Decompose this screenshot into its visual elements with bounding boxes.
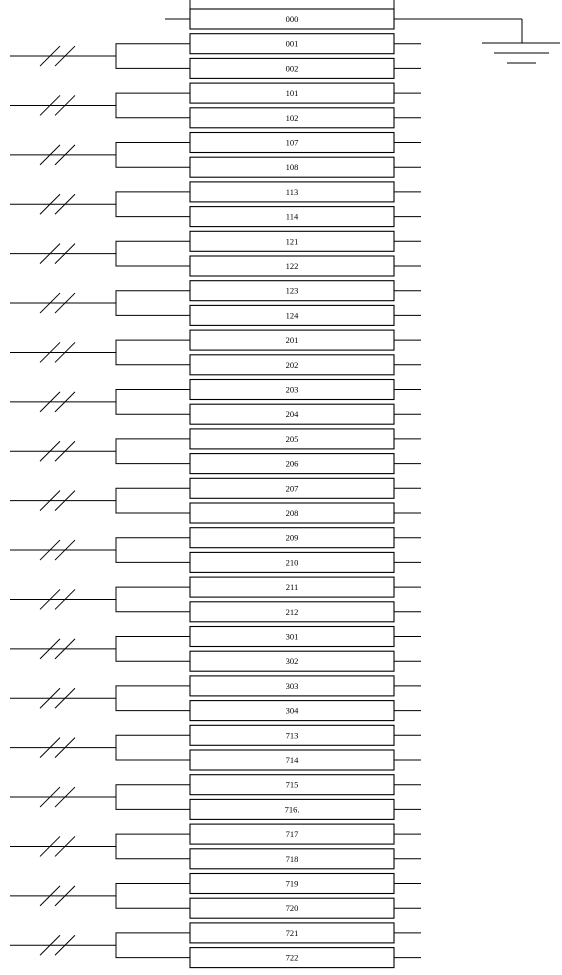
terminal-label: 302 xyxy=(285,656,299,667)
cable-pair xyxy=(10,390,190,415)
pair-bracket xyxy=(116,488,190,513)
terminal-102 xyxy=(190,108,394,128)
terminal-label: 714 xyxy=(285,755,299,765)
ground-symbol-icon xyxy=(482,19,560,63)
terminal-label: 113 xyxy=(285,186,299,197)
cable-pair xyxy=(10,834,190,859)
cable-pair xyxy=(10,439,190,464)
terminal-718 xyxy=(190,849,394,869)
terminal-label: 715 xyxy=(285,779,299,790)
pair-bracket xyxy=(116,587,190,612)
terminal-label: 206 xyxy=(285,458,299,469)
cable-pair xyxy=(10,143,190,168)
terminal-label: 202 xyxy=(285,359,299,370)
cable-pair xyxy=(10,488,190,513)
terminal-label: 303 xyxy=(285,680,299,691)
cable-pairs xyxy=(10,44,190,958)
cable-pair xyxy=(10,587,190,612)
terminal-label: 717 xyxy=(285,829,299,840)
terminal-722 xyxy=(190,948,394,968)
terminal-strip xyxy=(190,0,394,968)
terminal-124 xyxy=(190,305,394,325)
cable-pair xyxy=(10,884,190,909)
terminal-label: 204 xyxy=(285,409,299,420)
terminal-label: 208 xyxy=(285,508,299,518)
terminal-121 xyxy=(190,231,394,251)
terminal-719 xyxy=(190,874,394,894)
pair-bracket xyxy=(116,785,190,810)
terminal-715 xyxy=(190,775,394,795)
cable-pair xyxy=(10,637,190,662)
terminal-label: 721 xyxy=(285,927,299,938)
pair-bracket xyxy=(116,192,190,217)
terminal-label: 001 xyxy=(285,38,299,49)
terminal-122 xyxy=(190,256,394,276)
cable-pair xyxy=(10,735,190,760)
terminal-label: 720 xyxy=(285,903,299,914)
cable-pair xyxy=(10,340,190,365)
pair-bracket xyxy=(116,291,190,316)
terminal-123 xyxy=(190,281,394,301)
pair-bracket xyxy=(116,933,190,958)
terminal-301 xyxy=(190,627,394,647)
pair-bracket xyxy=(116,93,190,118)
terminal-label: 124 xyxy=(285,310,299,321)
terminal-720 xyxy=(190,898,394,918)
terminal-212 xyxy=(190,602,394,622)
terminal-label: 203 xyxy=(285,384,299,395)
terminal-label: 716. xyxy=(284,804,300,815)
terminal-107 xyxy=(190,133,394,153)
terminal-717 xyxy=(190,824,394,844)
pair-bracket xyxy=(116,44,190,69)
terminal-202 xyxy=(190,355,394,375)
terminal-203 xyxy=(190,380,394,400)
pair-bracket xyxy=(116,340,190,365)
terminal-label: 205 xyxy=(285,433,299,444)
terminal-201 xyxy=(190,330,394,350)
pair-bracket xyxy=(116,686,190,711)
cable-pair xyxy=(10,933,190,958)
terminal-label: 212 xyxy=(285,606,299,617)
pair-bracket xyxy=(116,439,190,464)
terminal-210 xyxy=(190,552,394,572)
terminal-label: 209 xyxy=(285,532,299,543)
terminal-label: 722 xyxy=(285,952,299,963)
terminal-114 xyxy=(190,207,394,227)
cable-pair xyxy=(10,686,190,711)
terminal-721 xyxy=(190,923,394,943)
terminal-108 xyxy=(190,157,394,177)
terminal-label: 713 xyxy=(285,730,299,741)
terminal-716 xyxy=(190,799,394,819)
pair-bracket xyxy=(116,143,190,168)
terminal-label: 304 xyxy=(285,705,299,716)
terminal-207 xyxy=(190,478,394,498)
cable-pair xyxy=(10,538,190,563)
terminal-label: 201 xyxy=(285,335,299,346)
terminal-label: 101 xyxy=(285,88,299,99)
terminal-208 xyxy=(190,503,394,523)
cable-pair xyxy=(10,192,190,217)
terminal-label: 123 xyxy=(285,285,299,296)
cable-pair xyxy=(10,291,190,316)
cable-pair xyxy=(10,93,190,118)
pair-bracket xyxy=(116,390,190,415)
pair-bracket xyxy=(116,735,190,760)
terminal-001 xyxy=(190,34,394,54)
terminal-209 xyxy=(190,528,394,548)
pair-bracket xyxy=(116,884,190,909)
terminal-label: 107 xyxy=(285,137,299,148)
terminal-002 xyxy=(190,58,394,78)
terminal-101 xyxy=(190,83,394,103)
terminal-label: 210 xyxy=(285,557,299,568)
terminal-302 xyxy=(190,651,394,671)
terminal-label: 000 xyxy=(285,14,299,24)
terminal-label: 719 xyxy=(285,878,299,889)
terminal-713 xyxy=(190,725,394,745)
pair-bracket xyxy=(116,637,190,662)
terminal-303 xyxy=(190,676,394,696)
terminal-label: 114 xyxy=(285,211,299,222)
terminal-label: 108 xyxy=(285,162,299,173)
terminal-000 xyxy=(190,9,394,29)
pair-bracket xyxy=(116,538,190,563)
terminal-label: 718 xyxy=(285,853,299,864)
terminal-label: 207 xyxy=(285,483,299,494)
terminal-label: 211 xyxy=(285,582,299,593)
pair-bracket xyxy=(116,241,190,266)
terminal-113 xyxy=(190,182,394,202)
terminal-label: 002 xyxy=(285,63,299,74)
cable-pair xyxy=(10,241,190,266)
pair-bracket xyxy=(116,834,190,859)
cable-pair xyxy=(10,44,190,69)
terminal-206 xyxy=(190,454,394,474)
terminal-label: 301 xyxy=(285,631,299,642)
terminal-304 xyxy=(190,701,394,721)
terminal-label: 121 xyxy=(285,236,299,247)
terminal-label: 102 xyxy=(285,112,299,123)
terminal-205 xyxy=(190,429,394,449)
terminal-204 xyxy=(190,404,394,424)
terminal-714 xyxy=(190,750,394,770)
cable-pair xyxy=(10,785,190,810)
terminal-label: 122 xyxy=(285,261,299,271)
terminal-211 xyxy=(190,577,394,597)
